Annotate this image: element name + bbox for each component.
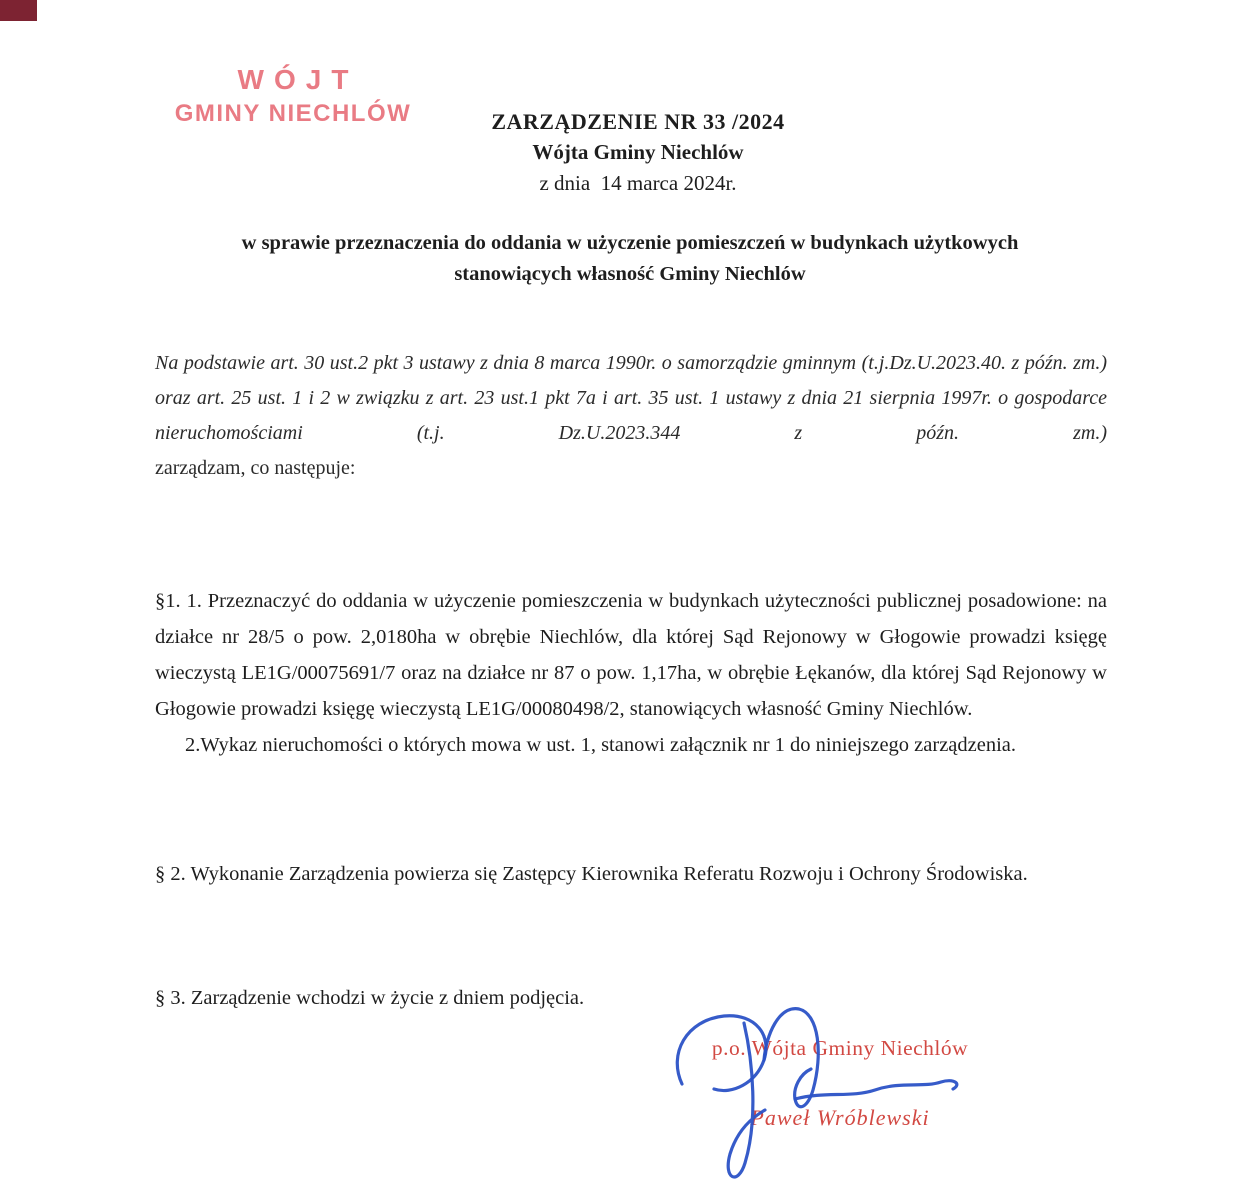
section-1-paragraph-1: §1. 1. Przeznaczyć do oddania w użyczenie pomieszczenia w budynkach użyteczności publicznej posadowione: na działce nr 28/5 o pow. 2,0180ha w obrębie Niechlów, dla której Sąd Rejonowy w Głogowie prowadzi księgę wieczystą LE1G/00075691/7 oraz na działce nr 87 o pow. 1,17ha, w obrębie Łękanów, dla której Sąd Rejonowy w Głogowie prowadzi księgę wieczystą LE1G/00080498/2, stanowiących własność Gminy Niechlów.	[155, 590, 1107, 720]
section-2-text: § 2. Wykonanie Zarządzenia powierza się Zastępcy Kierownika Referatu Rozwoju i Ochrony Środowiska.	[155, 863, 1028, 885]
stamp-line-2: GMINY NIECHLÓW	[174, 100, 412, 127]
signature-name-stamp: Paweł Wróblewski	[750, 1105, 930, 1130]
order-title: ZARZĄDZENIE NR 33 /2024	[491, 109, 785, 134]
section-2	[155, 856, 1107, 892]
order-header	[438, 106, 838, 199]
section-3-text: § 3. Zarządzenie wchodzi w życie z dniem podjęcia.	[155, 987, 585, 1009]
signature-role-stamp: p.o. Wójta Gminy Niechlów	[711, 1036, 969, 1060]
legal-basis-closing: zarządzam, co następuje:	[155, 457, 356, 479]
office-stamp	[168, 64, 418, 128]
section-1	[155, 583, 1107, 763]
subject-line-1: w sprawie przeznaczenia do oddania w użyczenie pomieszczeń w budynkach użytkowych	[241, 232, 1019, 254]
signature-block	[670, 1036, 1010, 1131]
order-subject	[150, 228, 1110, 290]
stamp-line-1: WÓJT	[237, 64, 359, 95]
legal-basis-block	[155, 346, 1107, 486]
scan-corner-artifact	[0, 0, 37, 21]
order-date: z dnia 14 marca 2024r.	[539, 171, 737, 195]
subject-line-2: stanowiących własność Gminy Niechlów	[454, 263, 806, 285]
legal-basis-text: Na podstawie art. 30 ust.2 pkt 3 ustawy z dnia 8 marca 1990r. o samorządzie gminnym (t.j.Dz.U.2023.40. z późn. zm.) oraz art. 25 ust. 1 i 2 w związku z art. 23 ust.1 pkt 7a i art. 35 ust. 1 ustawy z dnia 21 sierpnia 1997r. o gospodarce nieruchomościami (t.j. Dz.U.2023.344 z późn. zm.)	[155, 352, 1107, 444]
section-3	[155, 980, 1107, 1016]
order-issuer: Wójta Gminy Niechlów	[532, 140, 744, 164]
section-1-paragraph-2: 2.Wykaz nieruchomości o których mowa w ust. 1, stanowi załącznik nr 1 do niniejszego zarządzenia.	[185, 734, 1017, 756]
